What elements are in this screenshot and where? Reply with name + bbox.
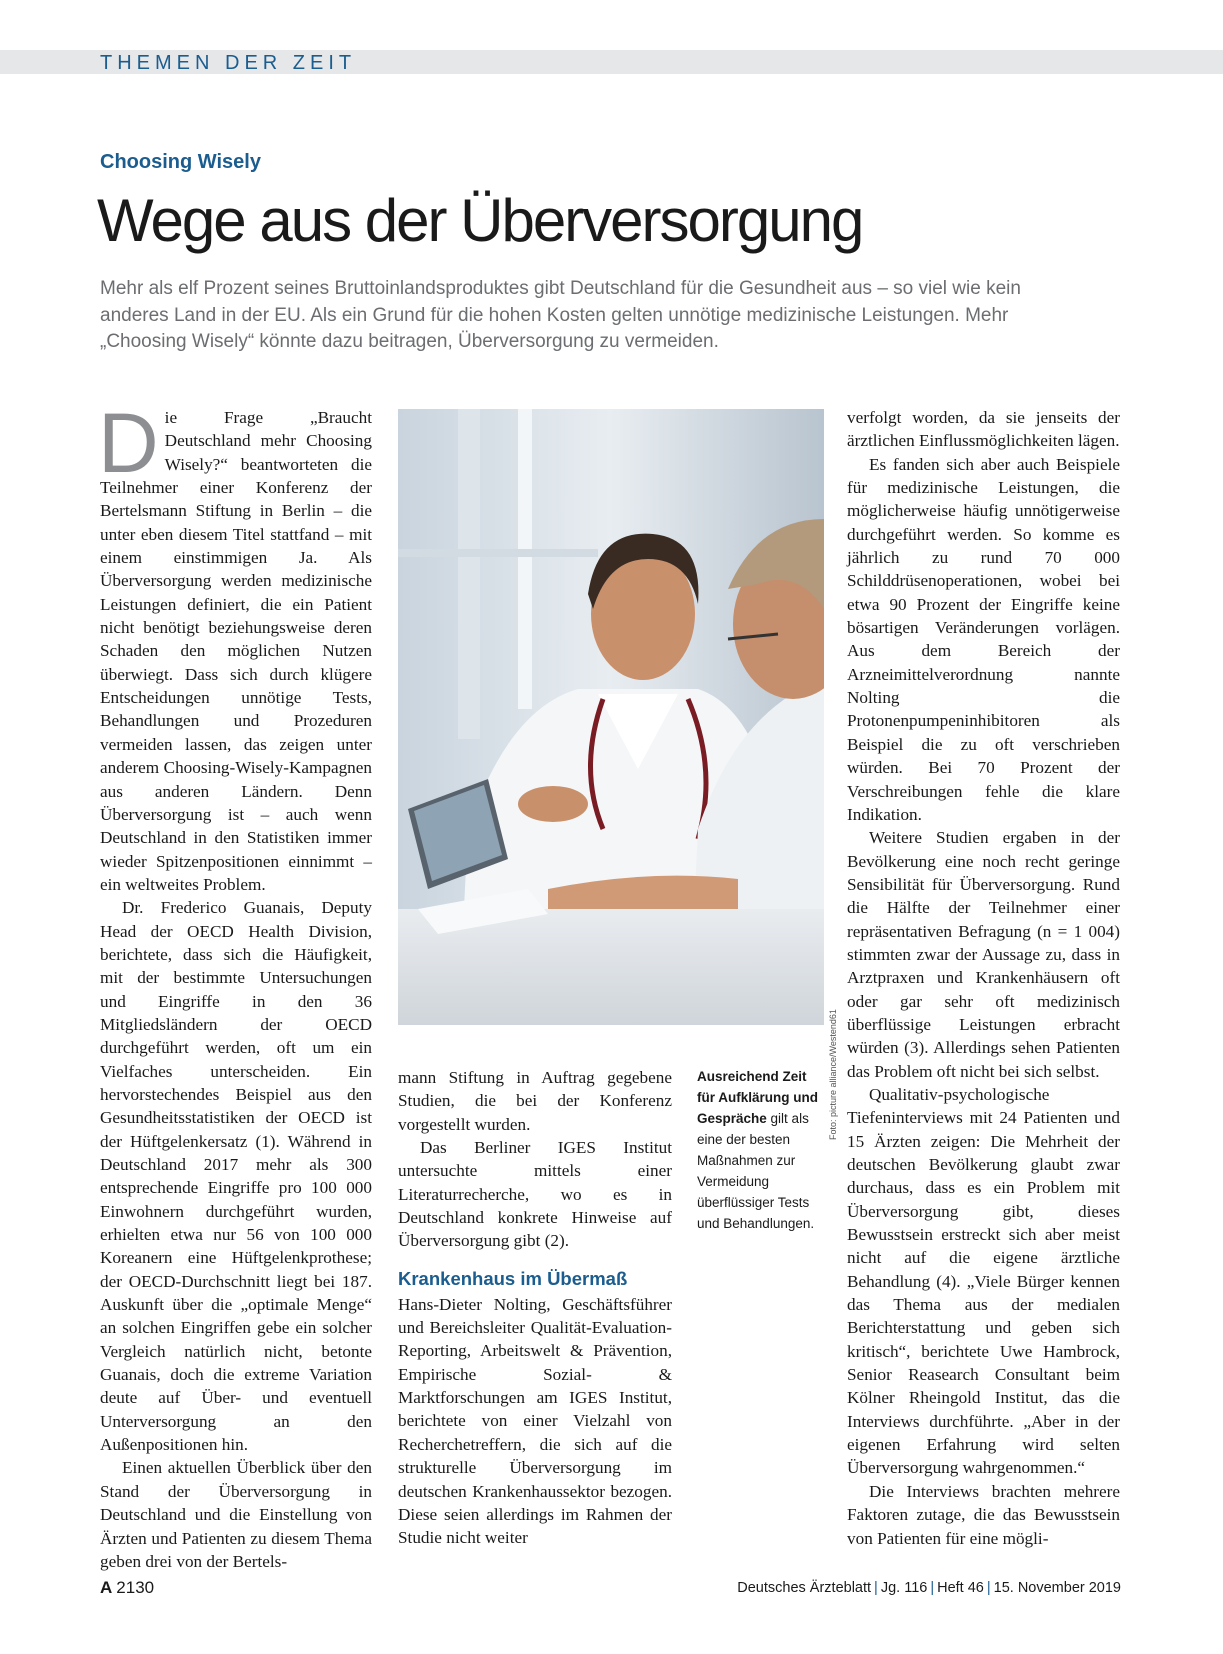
article-column-2 <box>398 1066 672 1556</box>
journal-volume: Jg. 116 <box>880 1580 928 1596</box>
paragraph: Dr. Frederico Guanais, Deputy Head der OECD Health Division, berichtete, dass sich die Häufigkeit, mit der bestimmte Untersuchungen und Eingriffe in den 36 Mitgliedsländern der OECD durchgeführt werden, oft um ein Vielfaches unterscheiden. Ein hervorstechendes Beispiel aus den Gesundheitsstatistiken der OECD ist der Hüftgelenkersatz (1). Während in Deutschland 2017 mehr als 300 entsprechende Eingriffe pro 100 000 Einwohnern durchgeführt wurden, erhielten etwa nur 56 von 100 000 Koreanern eine Hüftgelenkprothese; der OECD-Durchschnitt liegt bei 187. Auskunft über die „optimale Menge“ an solchen Eingriffen gebe ein solcher Vergleich natürlich nicht, betonte Guanais, doch die extreme Variation deute auf Über- und eventuell Unterversorgung an den Außenpositionen hin. <box>100 898 372 1455</box>
paragraph: mann Stiftung in Auftrag gegebene Studien, die bei der Konferenz vorgestellt wurden. <box>398 1068 672 1134</box>
article-kicker: Choosing Wisely <box>100 151 261 173</box>
article-photo <box>398 409 824 1025</box>
page-number-value: 2130 <box>116 1578 155 1597</box>
journal-issue: Heft 46 <box>937 1580 984 1596</box>
drop-cap: D <box>98 396 159 490</box>
paragraph: Das Berliner IGES Institut untersuchte mittels einer Literaturrecherche, wo es in Deutschland konkrete Hinweise auf Überversorgung gibt (2). <box>398 1138 672 1251</box>
paragraph: Weitere Studien ergaben in der Bevölkerung eine noch recht geringe Sensibilität für Überversorgung. Rund die Hälfte der Teilnehmer einer repräsentativen Befragung (n = 1 004) stimmten zwar der Aussage zu, dass in Arztpraxen und Krankenhäusern oft oder gar sehr oft medizinisch überflüssige Leistungen erbracht würden (3). Allerdings sehen Patienten das Problem oft nicht bei sich selbst. <box>847 828 1120 1081</box>
doctor-patient-photo <box>398 409 824 1025</box>
paragraph: verfolgt worden, da sie jenseits der ärztlichen Einflussmöglichkeiten lägen. <box>847 408 1120 451</box>
section-label: THEMEN DER ZEIT <box>100 52 357 74</box>
caption-bold: Ausreichend Zeit für Aufklärung und Gespräche <box>697 1069 818 1126</box>
paragraph: Einen aktuellen Überblick über den Stand der Überversorgung in Deutschland und die Einstellung von Ärzten und Patienten zu diesem Thema geben drei von der Bertels- <box>100 1458 372 1571</box>
article-column-1 <box>98 396 372 1571</box>
photo-credit: Foto: picture alliance/Westend61 <box>828 1009 838 1140</box>
journal-info: Deutsches Ärzteblatt | Jg. 116 | Heft 46 | 15. November 2019 <box>737 1580 1121 1596</box>
paragraph: Es fanden sich aber auch Beispiele für medizinische Leistungen, die möglicherweise häufig unnötigerweise durchgeführt werden. So komme es jährlich zu rund 70 000 Schilddrüsenoperationen, wobei bei etwa 90 Prozent der Eingriffe keine bösartigen Veränderungen vorlägen. Aus dem Bereich der Arzneimittelverordnung nannte Nolting die Protonenpumpeninhibitoren als Beispiel die zu oft verschrieben würden. Bei 70 Prozent der Verschreibungen fehle die klare Indikation. <box>847 454 1120 824</box>
article-title: Wege aus der Überversorgung <box>97 187 863 254</box>
subheading: Krankenhaus im Übermaß <box>398 1267 628 1289</box>
photo-caption <box>697 1066 825 1234</box>
page-number <box>100 1578 154 1598</box>
journal-name: Deutsches Ärzteblatt <box>737 1580 872 1596</box>
paragraph: Die Interviews brachten mehrere Faktoren zutage, die das Bewusstsein von Patienten für eine mögli- <box>847 1481 1120 1548</box>
article-lead: Mehr als elf Prozent seines Bruttoinlandsproduktes gibt Deutschland für die Gesundheit aus – so viel wie kein anderes Land in der EU. Als ein Grund für die hohen Kosten gelten unnötige medizinische Leistungen. Mehr „Choosing Wisely“ könnte dazu beitragen, Überversorgung zu vermeiden. <box>100 278 1021 352</box>
paragraph: Hans-Dieter Nolting, Geschäftsführer und Bereichsleiter Qualität-Evaluation-Reporting, Arbeitswelt & Prävention, Empirische Sozial- & Marktforschungen am IGES Institut, berichtete von einer Vielzahl von Recherchetreffern, die sich auf die strukturelle Überversorgung im deutschen Krankenhaussektor bezogen. Diese seien allerdings im Rahmen der Studie nicht weiter <box>398 1294 672 1548</box>
journal-date: 15. November 2019 <box>993 1580 1121 1596</box>
paragraph: Qualitativ-psychologische Tiefeninterviews mit 24 Patienten und 15 Ärzten zeigen: Die Mehrheit der deutschen Bevölkerung glaubt zwar durchaus, dass es ein Problem mit Überversorgung gibt, dieses Bewusstsein erstreckt sich aber meist nicht auf die eigene ärztliche Behandlung (4). „Viele Bürger kennen das Thema aus der medialen Berichterstattung und geben sich kritisch“, berichtete Uwe Hambrock, Senior Reasearch Consultant beim Kölner Rheingold Institut, das die Interviews durchführte. „Aber in der eigenen Erfahrung wird selten Überversorgung wahrgenommen.“ <box>847 1084 1120 1478</box>
caption-text: gilt als eine der besten Maßnahmen zur Vermeidung überflüssiger Tests und Behandlungen. <box>697 1111 815 1231</box>
page-prefix: A <box>100 1578 113 1597</box>
paragraph: Die Frage „Braucht Deutschland mehr Choosing Wisely?“ beantworteten die Teilnehmer einer Konferenz der Bertelsmann Stiftung in Berlin – die unter eben diesem Titel stattfand – mit einem einstimmigen Ja. Als Überversorgung werden medizinische Leistungen definiert, die ein Patient nicht benötigt beziehungsweise deren Schaden den möglichen Nutzen überwiegt. Dass sich durch klügere Entscheidungen unnötige Tests, Behandlungen und Prozeduren vermeiden lassen, das zeigen unter anderem Choosing-Wisely-Kampagnen aus anderen Ländern. Denn Überversorgung ist – auch wenn Deutschland in den Statistiken immer wieder Spitzenpositionen einnimmt – ein weltweites Problem. <box>98 396 372 894</box>
article-column-3 <box>847 406 1120 1556</box>
